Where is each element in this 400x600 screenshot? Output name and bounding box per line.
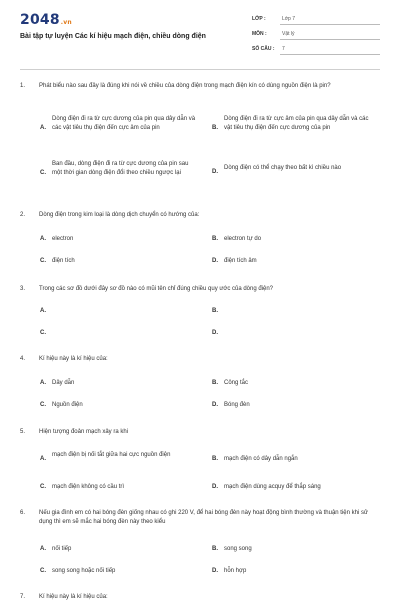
option-letter: A. <box>40 308 46 314</box>
option-text: điện tích <box>52 258 75 264</box>
option-text: Dòng điện có thể chạy theo bất kì chiều nào <box>224 165 342 171</box>
question-stem: Trong các sơ đồ dưới đây sơ đồ nào có mũi tên chỉ đúng chiều quy ước của dòng điện? <box>39 286 274 292</box>
option-letter: B. <box>212 546 218 552</box>
option-letter: D. <box>212 402 218 408</box>
worksheet-title: Bài tập tự luyện Các kí hiệu mạch điện, chiều dòng điện <box>20 33 206 40</box>
option-letter: D. <box>212 169 218 175</box>
meta-value: Vật lý <box>282 31 295 37</box>
option-letter: A. <box>40 236 46 242</box>
option-letter: C. <box>40 258 46 264</box>
site-logo[interactable] <box>20 12 72 28</box>
option-text: Dòng điện đi ra từ cực âm của pin qua dây dẫn và các vật tiêu thụ điện đến cực dương của pin <box>224 116 369 131</box>
meta-value: 7 <box>282 46 285 52</box>
meta-row-count <box>252 42 380 57</box>
option-letter: A. <box>40 124 46 131</box>
meta-key: MÔN : <box>252 31 267 37</box>
question-number: 5. <box>20 429 26 435</box>
option-letter: B. <box>212 456 218 462</box>
option-letter: D. <box>212 258 218 264</box>
question-stem: Hiện tượng đoản mạch xảy ra khi <box>39 429 128 435</box>
option-letter: B. <box>212 124 218 131</box>
meta-key: SỐ CÂU : <box>252 46 275 52</box>
question-stem: Dòng điện trong kim loại là dòng dịch chuyển có hướng của: <box>39 212 200 218</box>
question-number: 2. <box>20 212 26 218</box>
worksheet-meta <box>252 12 380 57</box>
question-stem: Phát biểu nào sau đây là đúng khi nói về chiều của dòng điện trong mạch điện kín có dùng nguồn điện là pin? <box>39 83 331 89</box>
option-text: Dòng điện đi ra từ cực dương của pin qua dây dẫn và các vật tiêu thụ điện đến cực âm của pin <box>52 116 196 131</box>
option-text: Dây dẫn <box>52 380 75 386</box>
option-letter: A. <box>40 546 46 552</box>
question-stem: Nếu gia đình em có hai bóng đèn giống nhau có ghi 220 V, để hai bóng đèn này hoạt động bình thường và thuận tiện khi sử dụng thì em sẽ mắc hai bóng đèn này theo kiểu <box>39 510 368 525</box>
option-text: mạch điện không có cầu trì <box>52 484 125 490</box>
worksheet-header <box>0 0 400 62</box>
meta-row-class <box>252 12 380 27</box>
option-letter: A. <box>40 456 46 462</box>
option-text: Bóng đèn <box>224 402 250 408</box>
option-text: Ban đầu, dòng điện đi ra từ cực dương của pin sau một thời gian dòng điện đổi theo chiều ngược lại <box>52 161 189 176</box>
question-number: 7. <box>20 594 26 600</box>
meta-row-subject <box>252 27 380 42</box>
option-text: hỗn hợp <box>224 568 247 574</box>
option-letter: C. <box>40 402 46 408</box>
option-letter: C. <box>40 484 46 490</box>
option-text: Nguồn điện <box>52 402 83 408</box>
option-text: song song <box>224 546 252 552</box>
meta-key: LỚP : <box>252 16 266 22</box>
option-letter: B. <box>212 308 218 314</box>
option-text: electron <box>52 236 74 242</box>
option-letter: C. <box>40 568 46 574</box>
option-letter: B. <box>212 236 218 242</box>
option-letter: D. <box>212 484 218 490</box>
option-letter: D. <box>212 568 218 574</box>
option-text: điện tích âm <box>224 258 257 264</box>
option-text: mạch điện dùng acquy để thắp sáng <box>224 484 321 490</box>
option-letter: B. <box>212 380 218 386</box>
meta-underline <box>280 54 380 55</box>
option-text: song song hoặc nối tiếp <box>52 568 116 574</box>
question-number: 3. <box>20 286 26 292</box>
question-number: 4. <box>20 356 26 362</box>
question-number: 6. <box>20 510 26 516</box>
option-letter: C. <box>40 169 46 176</box>
question-stem: Kí hiệu này là kí hiệu của: <box>39 356 108 362</box>
question-stem: Kí hiệu này là kí hiệu của: <box>39 594 108 600</box>
header-divider <box>20 69 380 70</box>
logo-text: 2048 <box>20 12 60 28</box>
meta-underline <box>280 24 380 25</box>
option-letter: A. <box>40 380 46 386</box>
meta-underline <box>280 39 380 40</box>
option-text: Công tắc <box>224 380 249 386</box>
option-letter: C. <box>40 330 46 336</box>
option-letter: D. <box>212 330 218 336</box>
option-text: mạch điện có dây dẫn ngắn <box>224 456 298 462</box>
question-number: 1. <box>20 83 26 89</box>
option-text: nối tiếp <box>52 546 72 552</box>
logo-suffix: .vn <box>60 19 72 26</box>
meta-value: Lớp 7 <box>282 16 296 22</box>
option-text: mạch điện bị nối tắt giữa hai cực nguồn điện <box>52 452 171 458</box>
option-text: electron tự do <box>224 236 262 242</box>
